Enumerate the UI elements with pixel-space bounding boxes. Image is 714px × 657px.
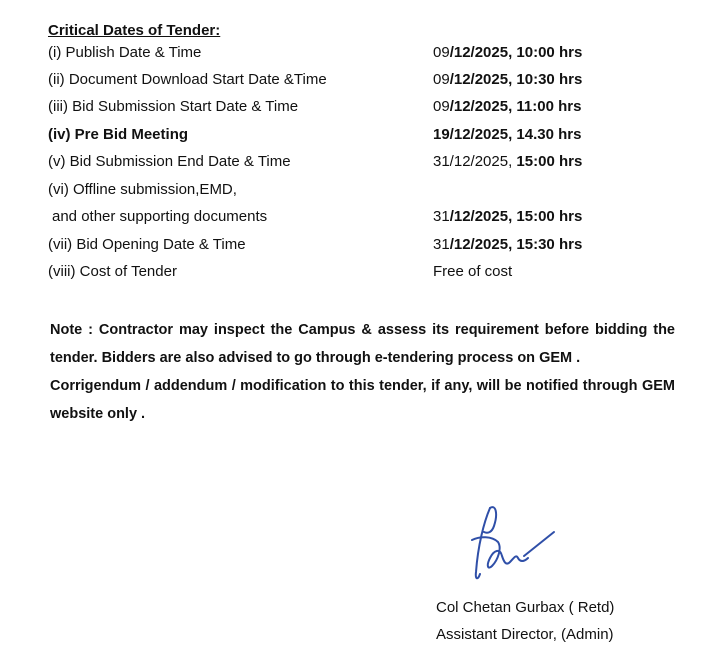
row-label: and other supporting documents — [52, 208, 268, 225]
signature-ink — [472, 507, 554, 578]
row-label: (ii) Document Download Start Date &Time — [48, 71, 327, 88]
date-row-document-download — [0, 71, 714, 93]
row-label: (v) Bid Submission End Date & Time — [48, 153, 291, 170]
row-value: 09/12/2025, 11:00 hrs — [433, 98, 582, 115]
row-label: (iii) Bid Submission Start Date & Time — [48, 98, 299, 115]
row-label: (viii) Cost of Tender — [48, 263, 177, 280]
date-row-pre-bid-meeting — [0, 126, 714, 148]
date-row-bid-submission-start — [0, 98, 714, 120]
section-heading: Critical Dates of Tender: — [48, 22, 221, 39]
date-row-publish — [0, 44, 714, 66]
signatory-designation: Assistant Director, (Admin) — [436, 626, 614, 643]
note-block — [50, 316, 675, 428]
signature-image — [462, 500, 562, 590]
date-row-cost-of-tender — [0, 263, 714, 285]
row-label: (vi) Offline submission,EMD, — [48, 181, 237, 198]
row-label: (i) Publish Date & Time — [48, 44, 202, 61]
date-row-bid-submission-end — [0, 153, 714, 175]
row-value: 31/12/2025, 15:00 hrs — [433, 153, 583, 170]
date-row-offline-submission — [0, 181, 714, 203]
row-value: 09/12/2025, 10:00 hrs — [433, 44, 583, 61]
signatory-name: Col Chetan Gurbax ( Retd) — [436, 599, 615, 616]
row-value: 09/12/2025, 10:30 hrs — [433, 71, 583, 88]
row-label: (vii) Bid Opening Date & Time — [48, 236, 246, 253]
row-value: 19/12/2025, 14.30 hrs — [433, 126, 582, 143]
date-row-bid-opening — [0, 236, 714, 258]
row-value: 31/12/2025, 15:00 hrs — [433, 208, 583, 225]
note-paragraph: Corrigendum / addendum / modification to this tender, if any, will be notified through GEM website only . — [50, 378, 675, 422]
date-row-supporting-documents — [0, 208, 714, 230]
signatory-block — [436, 594, 614, 648]
row-value: 31/12/2025, 15:30 hrs — [433, 236, 583, 253]
row-label: (iv) Pre Bid Meeting — [48, 126, 189, 143]
note-paragraph: Note : Contractor may inspect the Campus & assess its requirement before bidding the tender. Bidders are also advised to go through e-tendering process on GEM . — [50, 322, 675, 366]
row-value: Free of cost — [433, 263, 513, 280]
